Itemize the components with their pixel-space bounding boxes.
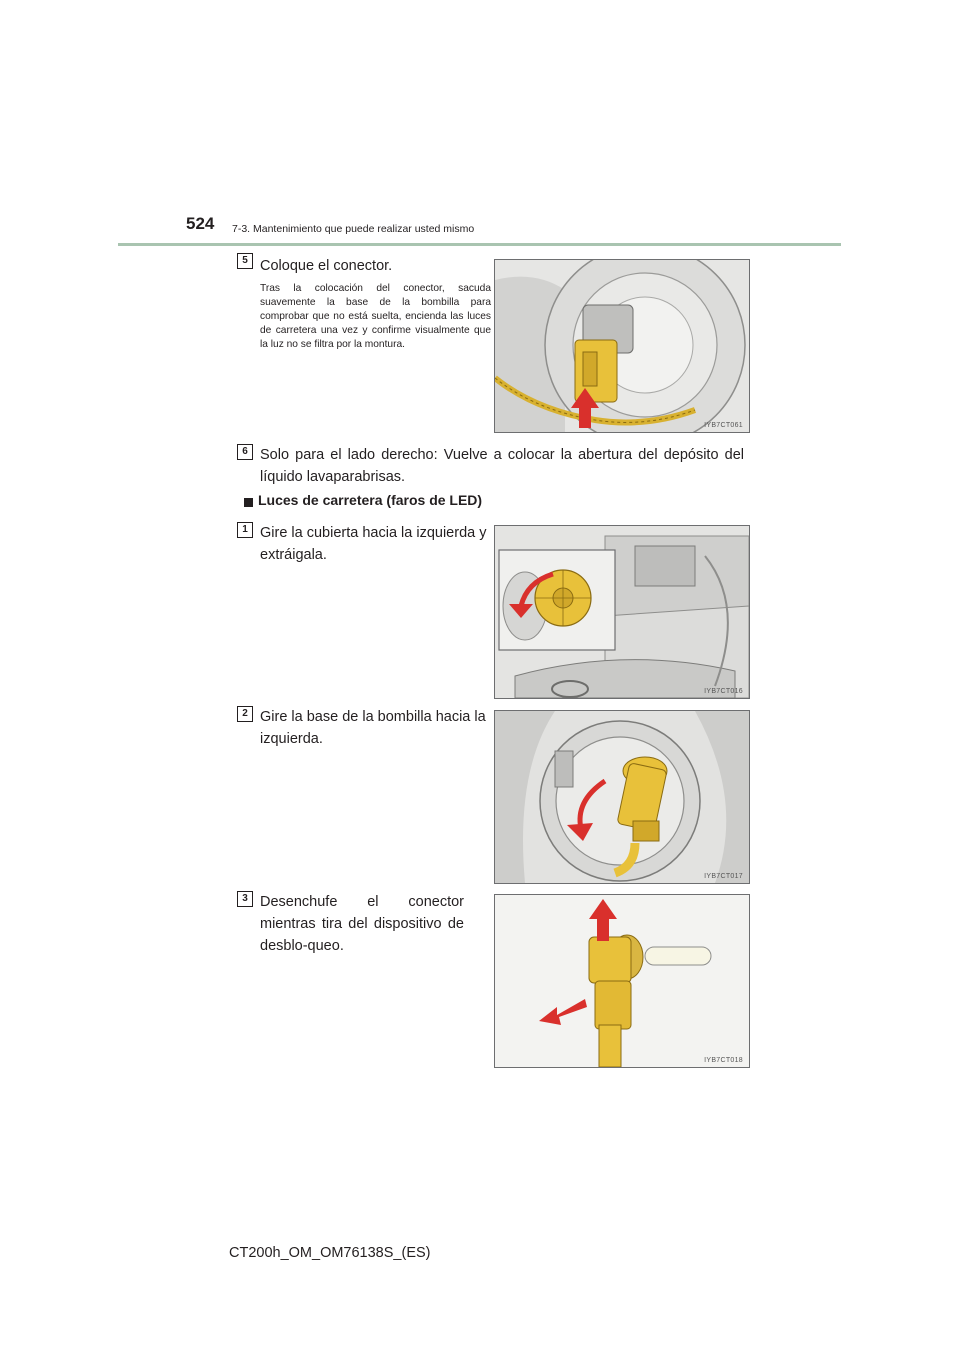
bullet-square-icon	[244, 498, 253, 507]
step-1-text: Gire la cubierta hacia la izquierda y extráigala.	[260, 525, 487, 563]
step-5-text: Coloque el conector.	[260, 258, 393, 274]
document-code: CT200h_OM_OM76138S_(ES)	[229, 1245, 431, 1261]
step-5-note: Tras la colocación del conector, sacuda suavemente la base de la bombilla para comprobar que no está suelta, encienda las luces de carretera una vez y confirme visualmente que la luz no se filtra por la montura.	[260, 283, 491, 350]
figure-connector-install	[494, 259, 750, 433]
step-badge-1: 1	[237, 522, 253, 538]
step-badge-6: 6	[237, 444, 253, 460]
figure-connector-install-illustration	[495, 260, 749, 432]
figure-remove-cover	[494, 525, 750, 699]
figure-code: IYB7CT061	[704, 422, 743, 429]
figure-code: IYB7CT018	[704, 1057, 743, 1064]
figure-remove-cover-illustration	[495, 526, 749, 698]
figure-rotate-bulb-illustration	[495, 711, 749, 883]
step-badge-3: 3	[237, 891, 253, 907]
figure-rotate-bulb	[494, 710, 750, 884]
step-3-text: Desenchufe el conector mientras tira del dispositivo de desblo-queo.	[260, 894, 464, 954]
step-badge-2: 2	[237, 706, 253, 722]
section-heading: Luces de carretera (faros de LED)	[258, 492, 483, 508]
section-title: 7-3. Mantenimiento que puede realizar usted mismo	[232, 223, 475, 235]
step-2-text: Gire la base de la bombilla hacia la izquierda.	[260, 709, 486, 747]
step-badge-5: 5	[237, 253, 253, 269]
figure-unplug-connector-illustration	[495, 895, 749, 1067]
header-divider	[118, 243, 841, 246]
figure-code: IYB7CT016	[704, 688, 743, 695]
figure-unplug-connector	[494, 894, 750, 1068]
page-number: 524	[186, 214, 215, 233]
figure-code: IYB7CT017	[704, 873, 743, 880]
step-6-text: Solo para el lado derecho: Vuelve a colocar la abertura del depósito del líquido lavaparabrisas.	[260, 447, 744, 485]
